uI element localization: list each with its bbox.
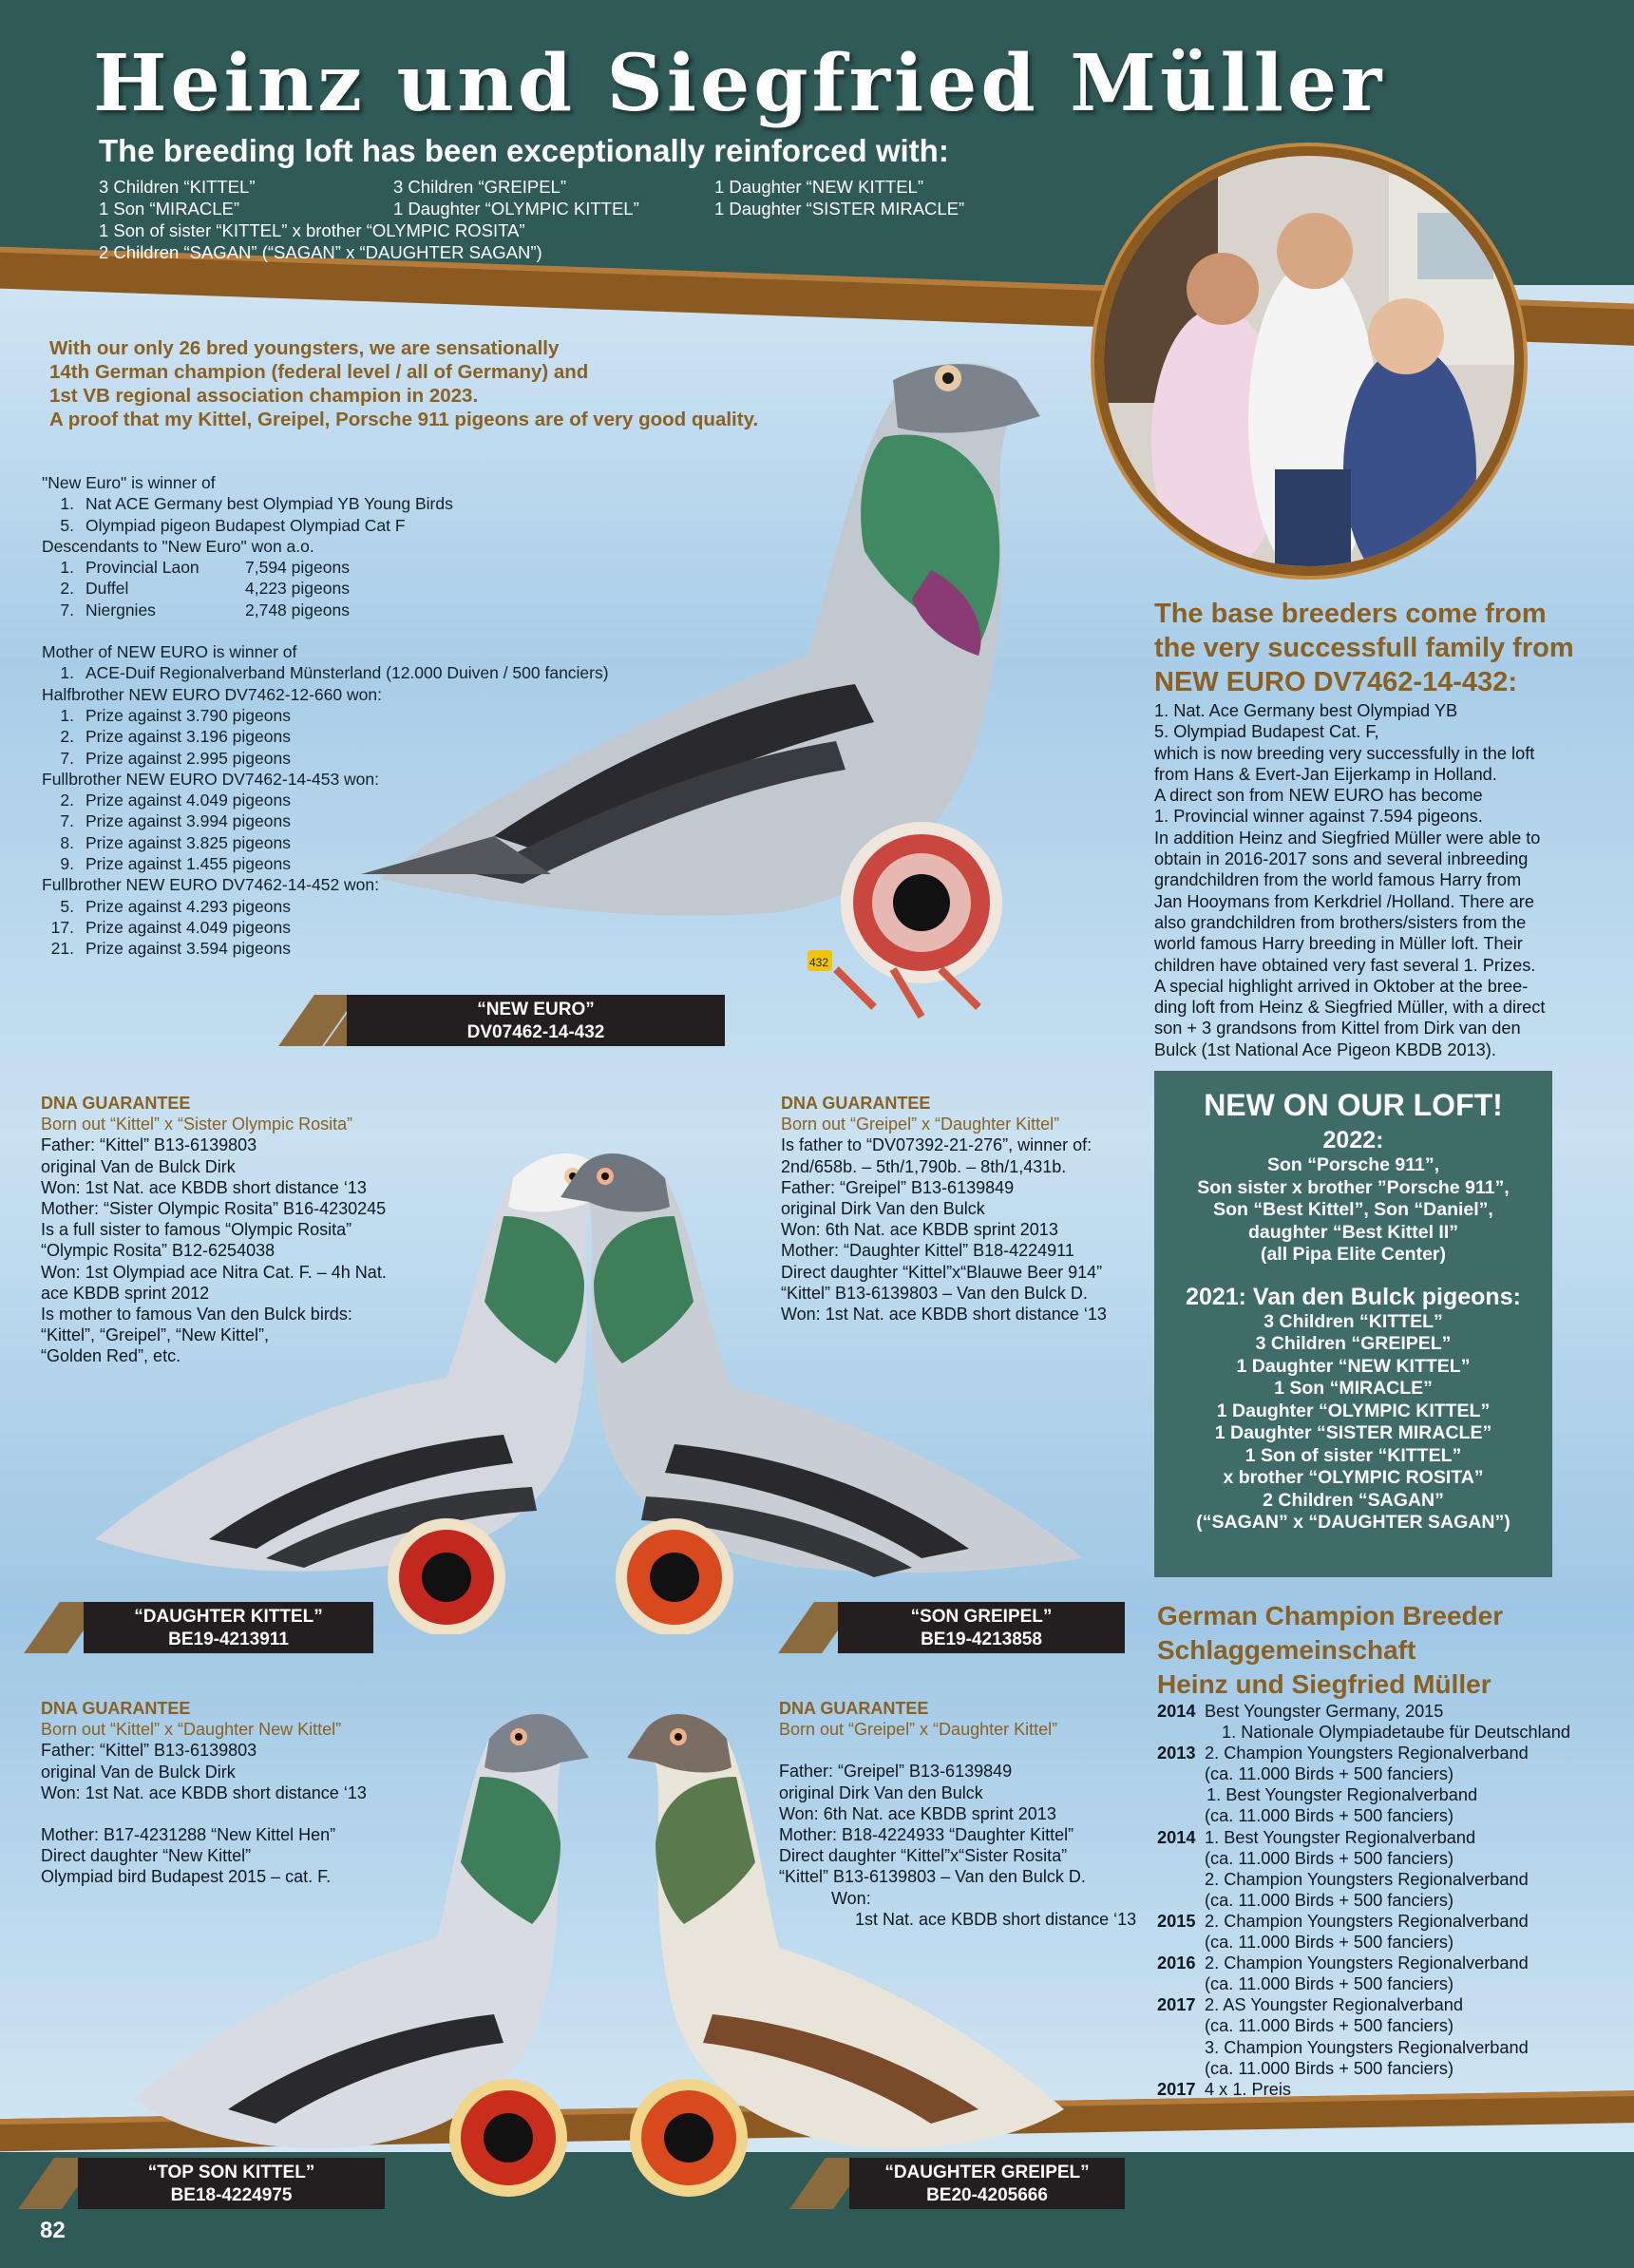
loft-item: daughter “Best Kittel II” [1247, 1221, 1459, 1243]
rank: 9. [60, 854, 74, 874]
result-row [1157, 1763, 1570, 1784]
win-text: Prize against 3.790 pigeons [86, 705, 291, 725]
race-place: Provincial Laon [86, 558, 200, 578]
race-place: Niergnies [86, 600, 156, 619]
reinforcement-item: 1 Daughter “OLYMPIC KITTEL” [393, 199, 639, 219]
new-on-loft-box [1154, 1071, 1552, 1577]
result-year [1157, 2058, 1205, 2079]
win-text: Prize against 4.049 pigeons [86, 791, 291, 810]
reinforcement-item: 3 Children “GREIPEL” [393, 177, 566, 197]
result-row [1157, 1743, 1570, 1763]
plate-ring-number: BE18-4224975 [170, 2185, 293, 2205]
son-greipel-pedigree [781, 1093, 1107, 1325]
rank: 7. [60, 748, 74, 768]
result-row [1157, 1911, 1570, 1932]
intro-line: 1st VB regional association champion in 2023. [49, 385, 479, 407]
result-year: 2016 [1157, 1954, 1196, 1973]
win-row [42, 938, 609, 959]
result-text: (ca. 11.000 Birds + 500 fanciers) [1205, 1933, 1454, 1953]
text-line: ding loft from Heinz & Siegfried Müller, with a direct [1154, 998, 1546, 1018]
pedigree-line: original Van de Bulck Dirk [41, 1156, 236, 1176]
win-row [42, 705, 609, 726]
intro-line: A proof that my Kittel, Greipel, Porsche 911 pigeons are of very good quality. [49, 409, 759, 430]
result-year [1157, 2015, 1205, 2036]
result-year: 2017 [1157, 1995, 1196, 2015]
plate-name: “TOP SON KITTEL” [147, 2163, 315, 2182]
rank: 1. [60, 494, 74, 514]
pedigree-line: “Olympic Rosita” B12-6254038 [41, 1241, 276, 1261]
daughter-greipel-pedigree [779, 1698, 1136, 1930]
pedigree-line: Mother: B18-4224933 “Daughter Kittel” [779, 1825, 1074, 1845]
pedigree-line [779, 1740, 1136, 1761]
text-line: Jan Hooymans from Kerkdriel /Holland. There are [1154, 891, 1534, 911]
result-year [1157, 1973, 1205, 1994]
result-text: 2. AS Youngster Regionalverband [1205, 1995, 1464, 2015]
pedigree-line: “Kittel”, “Greipel”, “New Kittel”, [41, 1325, 270, 1345]
result-year: 2014 [1157, 1827, 1196, 1847]
text-line: grandchildren from the world famous Harry from [1154, 870, 1522, 890]
win-row [42, 515, 609, 536]
text-line: A direct son from NEW EURO has become [1154, 786, 1483, 806]
result-text: 3. Champion Youngsters Regionalverband [1205, 2037, 1529, 2057]
win-text: Prize against 3.196 pigeons [86, 727, 291, 747]
breeders-photo-image [1104, 156, 1514, 566]
pedigree-line: original Van de Bulck Dirk [41, 1762, 236, 1782]
result-text: 2. Champion Youngsters Regionalverband [1205, 1954, 1529, 1973]
plate-name: “NEW EURO” [477, 1000, 595, 1020]
base-breeders-text [1154, 700, 1545, 1060]
result-row [1157, 1784, 1570, 1805]
result-row [1157, 1953, 1570, 1973]
pedigree-line: Father: “Greipel” B13-6139849 [779, 1762, 1013, 1782]
result-year [1157, 1869, 1205, 1890]
win-row [42, 662, 609, 683]
result-text: 2. Champion Youngsters Regionalverband [1205, 1744, 1529, 1763]
reinforcement-item: 1 Daughter “SISTER MIRACLE” [714, 199, 965, 219]
win-row [42, 748, 609, 769]
new-euro-name-plate [347, 995, 725, 1046]
loft-item: 1 Daughter “SISTER MIRACLE” [1214, 1422, 1492, 1443]
pedigree-line: Father: “Kittel” B13-6139803 [41, 1741, 257, 1761]
result-year [1157, 1932, 1205, 1953]
result-year: 2015 [1157, 1911, 1196, 1931]
section-title: "New Euro" is winner of [42, 473, 216, 492]
result-text: (ca. 11.000 Birds + 500 fanciers) [1205, 1890, 1454, 1910]
heading-line: NEW EURO DV7462-14-432: [1154, 667, 1517, 697]
text-line: from Hans & Evert-Jan Eijerkamp in Holland. [1154, 764, 1497, 784]
race-place: Duffel [86, 579, 129, 599]
result-text: (ca. 11.000 Birds + 500 fanciers) [1205, 1848, 1454, 1868]
section-title: Mother of NEW EURO is winner of [42, 642, 297, 662]
pedigree-line [41, 1803, 367, 1824]
reinforcement-item: 1 Son “MIRACLE” [99, 199, 240, 219]
win-text: Olympiad pigeon Budapest Olympiad Cat F [86, 515, 406, 535]
pedigree-line: Father: “Greipel” B13-6139849 [781, 1177, 1015, 1197]
leg-ring-number: 432 [809, 956, 829, 969]
pedigree-line: Is father to “DV07392-21-276”, winner of: [781, 1135, 1092, 1155]
loft-item: Son “Porsche 911”, [1267, 1154, 1439, 1175]
daughter-kittel-name-plate [84, 1602, 373, 1653]
heading-line: Heinz und Siegfried Müller [1157, 1669, 1492, 1699]
reinforcement-item: 1 Daughter “NEW KITTEL” [714, 177, 924, 197]
pigeon-count: 2,748 pigeons [245, 600, 350, 619]
loft-subtitle: The breeding loft has been exceptionally reinforced with: [99, 133, 949, 168]
pedigree-line: original Dirk Van den Bulck [779, 1782, 983, 1802]
result-text: (ca. 11.000 Birds + 500 fanciers) [1205, 1764, 1454, 1784]
win-text: Prize against 3.994 pigeons [86, 811, 291, 831]
pedigree-line: ace KBDB sprint 2012 [41, 1283, 210, 1303]
result-row [1157, 1869, 1570, 1890]
result-text: Best Youngster Germany, 2015 [1205, 1702, 1444, 1721]
new-euro-pedigree [42, 472, 609, 960]
box-title: NEW ON OUR LOFT! [1204, 1088, 1503, 1122]
text-line: obtain in 2016-2017 sons and several inbreeding [1154, 849, 1529, 869]
result-text: 1. Best Youngster Regionalverband [1205, 1827, 1476, 1847]
pedigree-line: Won: 1st Nat. ace KBDB short distance ‘13 [41, 1782, 367, 1802]
result-text: 1. Best Youngster Regionalverband [1206, 1785, 1478, 1805]
plate-ring-number: DV07462-14-432 [466, 1022, 605, 1042]
plate-ring-number: BE19-4213858 [921, 1630, 1042, 1649]
pedigree-line: Is mother to famous Van den Bulck birds: [41, 1305, 352, 1325]
pigeon-count: 4,223 pigeons [245, 579, 350, 599]
text-line: 1. Nat. Ace Germany best Olympiad YB [1154, 701, 1458, 720]
result-text: (ca. 11.000 Birds + 500 fanciers) [1205, 1806, 1454, 1826]
origin-line: Born out “Kittel” x “Daughter New Kittel” [41, 1720, 342, 1740]
result-year [1157, 1848, 1205, 1869]
pedigree-line: Olympiad bird Budapest 2015 – cat. F. [41, 1867, 332, 1887]
loft-item: 2 Children “SAGAN” [1263, 1489, 1444, 1511]
section-title: Fullbrother NEW EURO DV7462-14-453 won: [42, 769, 380, 789]
text-line: 5. Olympiad Budapest Cat. F, [1154, 722, 1379, 742]
rank: 7. [60, 600, 74, 619]
result-row [1157, 1932, 1570, 1953]
loft-item: Son sister x brother ”Porsche 911”, [1197, 1176, 1510, 1198]
section-title: Halfbrother NEW EURO DV7462-12-660 won: [42, 684, 382, 704]
result-text: (ca. 11.000 Birds + 500 fanciers) [1205, 2058, 1454, 2078]
section-title: Fullbrother NEW EURO DV7462-14-452 won: [42, 875, 380, 895]
text-line: Bulck (1st National Ace Pigeon KBDB 2013). [1154, 1039, 1496, 1059]
loft-item: 3 Children “KITTEL” [1264, 1310, 1443, 1332]
year-2022: 2022: [1322, 1127, 1384, 1153]
rank: 1. [60, 663, 74, 683]
rank: 1. [60, 558, 74, 578]
pedigree-line: Direct daughter “Kittel”x“Blauwe Beer 914” [781, 1262, 1103, 1282]
result-year [1157, 1763, 1205, 1784]
result-text: 1. Nationale Olympiadetaube für Deutschland [1222, 1723, 1571, 1743]
win-row [42, 493, 609, 514]
origin-line: Born out “Greipel” x “Daughter Kittel” [781, 1115, 1060, 1134]
heading-line: Schlaggemeinschaft [1157, 1635, 1416, 1665]
result-row [1157, 1722, 1570, 1743]
pedigree-line: “Golden Red”, etc. [41, 1346, 181, 1366]
loft-item: (“SAGAN” x “DAUGHTER SAGAN”) [1196, 1512, 1510, 1533]
win-row [42, 917, 609, 938]
result-year [1157, 2037, 1205, 2058]
result-row [1157, 2015, 1570, 2036]
result-year [1157, 1722, 1205, 1743]
rank: 5. [60, 515, 74, 535]
plate-ring-number: BE20-4205666 [926, 2185, 1048, 2205]
pedigree-line: 2nd/658b. – 5th/1,790b. – 8th/1,431b. [781, 1156, 1067, 1176]
rank: 8. [60, 832, 74, 852]
champion-results [1157, 1701, 1570, 2100]
rank: 17. [50, 917, 74, 937]
pedigree-line: Direct daughter “New Kittel” [41, 1846, 252, 1866]
win-text: ACE-Duif Regionalverband Münsterland (12.000 Duiven / 500 fanciers) [86, 663, 609, 683]
descendant-row [42, 600, 609, 620]
pedigree-line: Won: 1st Olympiad ace Nitra Cat. F. – 4h Nat. [41, 1262, 387, 1282]
reinforcement-col2 [393, 176, 639, 219]
text-line: world famous Harry breeding in Müller loft. Their [1154, 934, 1523, 954]
win-text: Prize against 1.455 pigeons [86, 854, 291, 874]
win-row [42, 896, 609, 917]
reinforcement-item: 2 Children “SAGAN” (“SAGAN” x “DAUGHTER SAGAN”) [99, 242, 542, 262]
intro-line: With our only 26 bred youngsters, we are sensationally [49, 337, 560, 359]
pedigree-line: Mother: “Daughter Kittel” B18-4224911 [781, 1241, 1074, 1261]
loft-item: Son “Best Kittel”, Son “Daniel”, [1213, 1199, 1493, 1220]
pedigree-line: Is a full sister to famous “Olympic Rosita” [41, 1220, 352, 1240]
loft-item: 1 Daughter “OLYMPIC KITTEL” [1216, 1400, 1491, 1421]
daughter-greipel-name-plate [849, 2158, 1125, 2209]
pedigree-line: Won: [779, 1888, 871, 1908]
rank: 2. [60, 727, 74, 747]
dna-label: DNA GUARANTEE [41, 1699, 191, 1718]
result-text: 4 x 1. Preis [1205, 2079, 1291, 2099]
pedigree-line: Won: 6th Nat. ace KBDB sprint 2013 [779, 1803, 1056, 1823]
dna-label: DNA GUARANTEE [781, 1094, 931, 1113]
result-year [1157, 1890, 1205, 1911]
reinforcement-item: 3 Children “KITTEL” [99, 177, 256, 197]
pigeon-count: 7,594 pigeons [245, 558, 350, 578]
plate-name: “DAUGHTER GREIPEL” [884, 2163, 1090, 2182]
result-row [1157, 1994, 1570, 2015]
result-year [1157, 1784, 1205, 1805]
base-breeders-heading [1154, 597, 1574, 699]
win-row [42, 790, 609, 810]
rank: 21. [50, 939, 74, 959]
heading-line: The base breeders come from [1154, 599, 1547, 629]
text-line: children have obtained very fast several 1. Prizes. [1154, 955, 1536, 975]
loft-item: x brother “OLYMPIC ROSITA” [1223, 1467, 1484, 1488]
pedigree-line: “Kittel” B13-6139803 – Van den Bulck D. [779, 1867, 1086, 1887]
rank: 7. [60, 811, 74, 831]
win-text: Nat ACE Germany best Olympiad YB Young Birds [86, 494, 453, 514]
loft-item: 1 Son of sister “KITTEL” [1244, 1444, 1462, 1466]
top-son-kittel-pedigree [41, 1698, 367, 1888]
text-line: son + 3 grandsons from Kittel from Dirk van den [1154, 1019, 1521, 1039]
loft-item: 1 Daughter “NEW KITTEL” [1236, 1355, 1471, 1377]
rank: 5. [60, 896, 74, 916]
text-line: A special highlight arrived in Oktober at the bree- [1154, 976, 1529, 996]
pedigree-line: “Kittel” B13-6139803 – Van den Bulck D. [781, 1283, 1088, 1303]
pedigree-line: Won: 1st Nat. ace KBDB short distance ‘13 [41, 1177, 367, 1197]
rank: 1. [60, 705, 74, 725]
origin-line: Born out “Kittel” x “Sister Olympic Rosita” [41, 1115, 353, 1134]
win-text: Prize against 3.594 pigeons [86, 939, 291, 959]
result-row [1157, 1848, 1570, 1869]
intro-line: 14th German champion (federal level / all of Germany) and [49, 361, 589, 383]
rank: 2. [60, 791, 74, 810]
result-year: 2017 [1157, 2079, 1196, 2099]
breeders-photo [1091, 143, 1528, 580]
result-row [1157, 1827, 1570, 1848]
pedigree-line: Won: 1st Nat. ace KBDB short distance ‘13 [781, 1305, 1107, 1325]
result-year [1157, 1805, 1205, 1826]
origin-line: Born out “Greipel” x “Daughter Kittel” [779, 1720, 1058, 1740]
reinforcement-col3 [714, 176, 964, 219]
result-row [1157, 1701, 1570, 1722]
result-text: (ca. 11.000 Birds + 500 fanciers) [1205, 1974, 1454, 1994]
daughter-kittel-pedigree [41, 1093, 387, 1367]
result-text: 2. Champion Youngsters Regionalverband [1205, 1869, 1529, 1889]
dna-label: DNA GUARANTEE [779, 1699, 929, 1718]
top-son-kittel-name-plate [78, 2158, 385, 2209]
result-year: 2014 [1157, 1702, 1196, 1721]
page-title: Heinz und Siegfried Müller [93, 38, 1386, 129]
win-row [42, 853, 609, 874]
loft-item: 1 Son “MIRACLE” [1274, 1378, 1433, 1399]
section-title: Descendants to "New Euro" won a.o. [42, 536, 314, 556]
plate-name: “SON GREIPEL” [910, 1607, 1053, 1627]
text-line: In addition Heinz and Siegfried Müller were able to [1154, 828, 1541, 848]
win-text: Prize against 2.995 pigeons [86, 748, 291, 768]
win-text: Prize against 3.825 pigeons [86, 832, 291, 852]
descendant-row [42, 578, 609, 599]
result-text: 2. Champion Youngsters Regionalverband [1205, 1911, 1529, 1931]
page-number: 82 [40, 2218, 66, 2243]
text-line: 1. Provincial winner against 7.594 pigeons. [1154, 807, 1483, 827]
pedigree-line: Father: “Kittel” B13-6139803 [41, 1135, 257, 1155]
loft-item: 3 Children “GREIPEL” [1255, 1333, 1452, 1354]
result-row [1157, 2079, 1570, 2100]
win-text: Prize against 4.293 pigeons [86, 896, 291, 916]
win-row [42, 726, 609, 747]
result-text: (ca. 11.000 Birds + 500 fanciers) [1205, 2016, 1454, 2036]
year-2021: 2021: Van den Bulck pigeons: [1186, 1283, 1521, 1310]
pedigree-line: Mother: “Sister Olympic Rosita” B16-4230245 [41, 1199, 387, 1219]
plate-name: “DAUGHTER KITTEL” [134, 1607, 323, 1627]
result-year: 2013 [1157, 1744, 1196, 1763]
win-row [42, 810, 609, 831]
descendant-row [42, 557, 609, 578]
result-row [1157, 2037, 1570, 2058]
win-row [42, 832, 609, 853]
loft-item: (all Pipa Elite Center) [1260, 1244, 1447, 1265]
result-row [1157, 1973, 1570, 1994]
pedigree-line: Direct daughter “Kittel”x“Sister Rosita” [779, 1846, 1068, 1866]
heading-line: the very successfull family from [1154, 633, 1574, 663]
pedigree-line: Won: 6th Nat. ace KBDB sprint 2013 [781, 1220, 1058, 1240]
win-text: Prize against 4.049 pigeons [86, 917, 291, 937]
pedigree-line: 1st Nat. ace KBDB short distance ‘13 [779, 1909, 1137, 1929]
rank: 2. [60, 579, 74, 599]
dna-label: DNA GUARANTEE [41, 1094, 191, 1113]
reinforcement-item: 1 Son of sister “KITTEL” x brother “OLYMPIC ROSITA” [99, 220, 525, 240]
pedigree-line: original Dirk Van den Bulck [781, 1199, 985, 1219]
plate-ring-number: BE19-4213911 [168, 1630, 289, 1649]
result-row [1157, 2058, 1570, 2079]
champion-heading [1157, 1599, 1503, 1702]
result-row [1157, 1890, 1570, 1911]
pedigree-line: Mother: B17-4231288 “New Kittel Hen” [41, 1825, 336, 1845]
heading-line: German Champion Breeder [1157, 1601, 1504, 1630]
text-line: which is now breeding very successfully in the loft [1154, 743, 1535, 763]
text-line: also grandchildren from brothers/sisters from the [1154, 912, 1527, 932]
result-row [1157, 1805, 1570, 1826]
son-greipel-name-plate [838, 1602, 1125, 1653]
